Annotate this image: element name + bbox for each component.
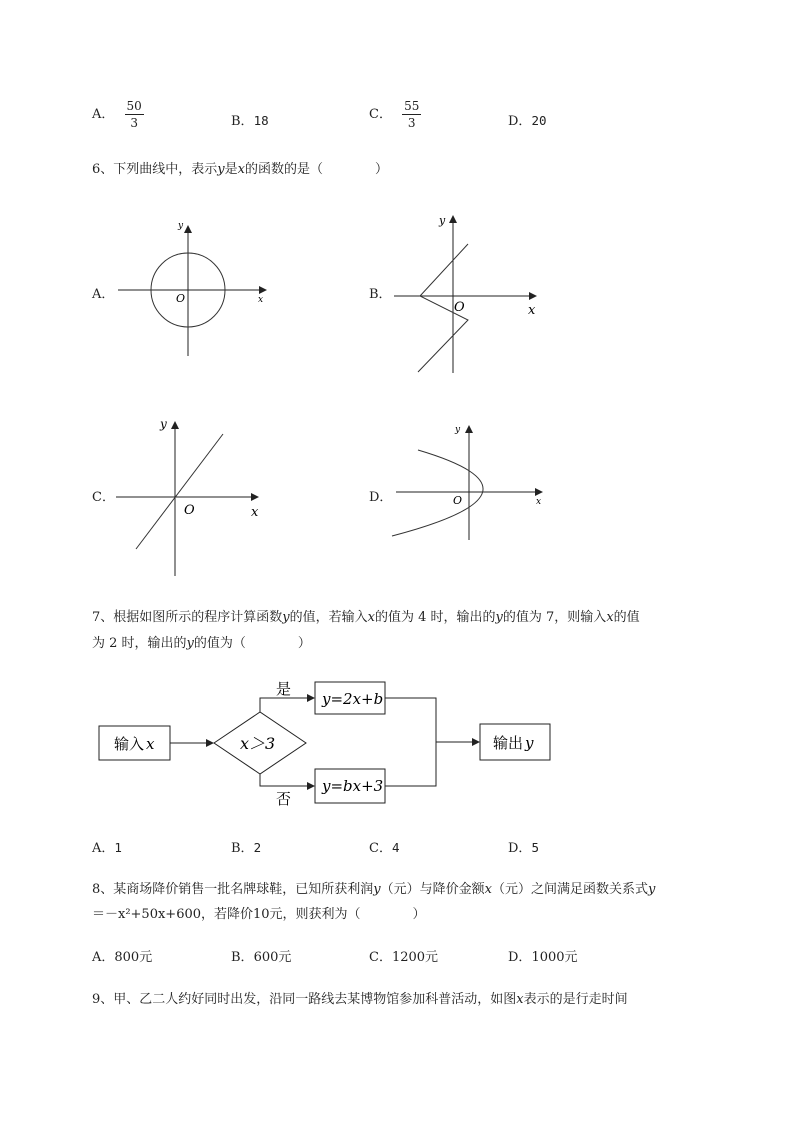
q6-option-c-label: C． [92, 490, 115, 505]
arrow-no-branch [260, 774, 314, 786]
output-box-text: 输出 [493, 734, 524, 752]
q8-option-b [231, 946, 291, 965]
q9-text: 9、甲、乙二人约好同时出发，沿同一路线去某博物馆参加科普活动，如图 [92, 992, 517, 1007]
q5-option-b [231, 110, 269, 129]
q5-options [0, 96, 794, 140]
q7-b-value: 2 [253, 840, 262, 855]
q6-stem-var-x: x [237, 162, 245, 177]
x-axis-label: x [536, 497, 542, 507]
y-axis-label: y [160, 417, 167, 431]
q7-a-value: 1 [114, 840, 122, 855]
q5-a-numerator: 50 [126, 99, 142, 113]
q7-option-d [508, 837, 539, 856]
q5-option-a [92, 100, 144, 129]
q5-a-label: A． [92, 107, 115, 122]
q8-option-a [92, 946, 152, 965]
linear-curve [136, 434, 223, 549]
q7-d-label: D． [508, 841, 532, 856]
q5-c-denominator: 3 [407, 116, 416, 130]
q6-option-d-label: D． [369, 490, 393, 505]
arrow-yes-branch [260, 698, 314, 712]
q6-graph-b [386, 210, 546, 378]
y-axis-label: y [439, 214, 446, 227]
q8-option-c [369, 946, 438, 965]
x-axis-label: x [251, 505, 259, 520]
q7-d-value: 5 [531, 840, 539, 855]
q5-d-label: D． [508, 114, 532, 129]
y-axis-label: y [455, 425, 461, 435]
q7-options [0, 837, 794, 857]
q5-option-d [508, 110, 547, 129]
merge-line-top [385, 698, 436, 786]
q8-var: y [648, 882, 656, 897]
q8-option-d [508, 946, 578, 965]
q5-a-fraction [125, 100, 144, 129]
q6-graph-a [110, 214, 280, 364]
yes-label: 是 [276, 680, 292, 698]
q7-option-b [231, 837, 261, 856]
q7-var: y [186, 636, 194, 651]
q7-flowchart [90, 670, 570, 820]
origin-label: O [176, 292, 186, 305]
q5-c-fraction [402, 100, 421, 129]
q7-b-label: B． [231, 841, 254, 856]
q7-option-a [92, 837, 122, 856]
q5-b-label: B． [231, 114, 254, 129]
q6-stem [92, 158, 388, 177]
yes-formula-text: y=2x+b [322, 690, 384, 708]
q5-b-value: 18 [253, 113, 269, 128]
q7-text: 的值为 7，则输入 [502, 610, 607, 625]
q7-option-c [369, 837, 399, 856]
q8-text: （元）之间满足函数关系式 [492, 882, 649, 897]
q8-stem-line1 [92, 878, 655, 897]
q7-stem-line1 [92, 606, 640, 625]
q8-text: （元）与降价金额 [380, 882, 485, 897]
q8-d-value: 1000元 [531, 950, 578, 965]
q7-stem-line2 [92, 632, 311, 651]
q5-c-numerator: 55 [404, 99, 420, 113]
x-axis-label: x [258, 295, 264, 305]
q7-text: 为 2 时，输出的 [92, 636, 187, 651]
q9-text: 表示的是行走时间 [523, 992, 628, 1007]
q7-var: y [282, 610, 290, 625]
q5-c-label: C． [369, 107, 392, 122]
q8-formula-text: ＝－x²+50x+600，若降价10元，则获利为（ ） [92, 907, 426, 922]
y-axis-label: y [178, 221, 184, 231]
q8-a-value: 800元 [114, 950, 153, 965]
q6-stem-suffix: 的函数的是（ ） [245, 162, 389, 177]
q8-c-label: C． [369, 950, 392, 965]
q7-var: x [367, 610, 375, 625]
q6-stem-var-y: y [217, 162, 225, 177]
q8-d-label: D． [508, 950, 532, 965]
q5-option-c [369, 100, 421, 129]
q7-text: 的值为 4 时，输出的 [375, 610, 496, 625]
q8-text: 8、某商场降价销售一批名牌球鞋，已知所获利润 [92, 882, 374, 897]
q6-option-b-label: B． [369, 287, 392, 302]
q8-b-value: 600元 [253, 950, 292, 965]
condition-text: x＞3 [240, 734, 276, 753]
q8-c-value: 1200元 [391, 950, 439, 965]
q8-var: y [373, 882, 381, 897]
q8-a-label: A． [92, 950, 115, 965]
q7-var: y [495, 610, 503, 625]
q7-var: x [606, 610, 614, 625]
q7-c-label: C． [369, 841, 392, 856]
q8-b-label: B． [231, 950, 254, 965]
q5-a-denominator: 3 [130, 116, 138, 130]
q7-c-value: 4 [391, 840, 400, 855]
no-label: 否 [276, 790, 292, 808]
q5-d-value: 20 [531, 113, 547, 128]
output-box-var: y [525, 734, 534, 752]
no-formula-text: y=bx+3 [322, 777, 384, 795]
q6-option-a-label: A． [92, 287, 115, 302]
q6-stem-mid: 是 [224, 162, 238, 177]
q6-graph-c [112, 414, 272, 580]
q7-text: 的值，若输入 [289, 610, 368, 625]
q7-text: 7、根据如图所示的程序计算函数 [92, 610, 283, 625]
q9-var: x [516, 992, 524, 1007]
q7-text: 的值为（ ） [193, 636, 311, 651]
input-box-var: x [146, 735, 155, 753]
origin-label: O [184, 503, 195, 518]
q7-a-label: A． [92, 841, 115, 856]
x-axis-label: x [528, 303, 536, 318]
origin-label: O [453, 494, 463, 507]
q8-var: x [484, 882, 492, 897]
q6-stem-prefix: 6、下列曲线中，表示 [92, 162, 218, 177]
q9-stem [92, 988, 628, 1007]
q8-stem-line2 [92, 903, 426, 922]
q7-text: 的值 [613, 610, 640, 625]
input-box-text: 输入 [114, 735, 145, 753]
q6-graph-d [390, 420, 550, 544]
q8-options [0, 946, 794, 966]
origin-label: O [454, 300, 465, 315]
